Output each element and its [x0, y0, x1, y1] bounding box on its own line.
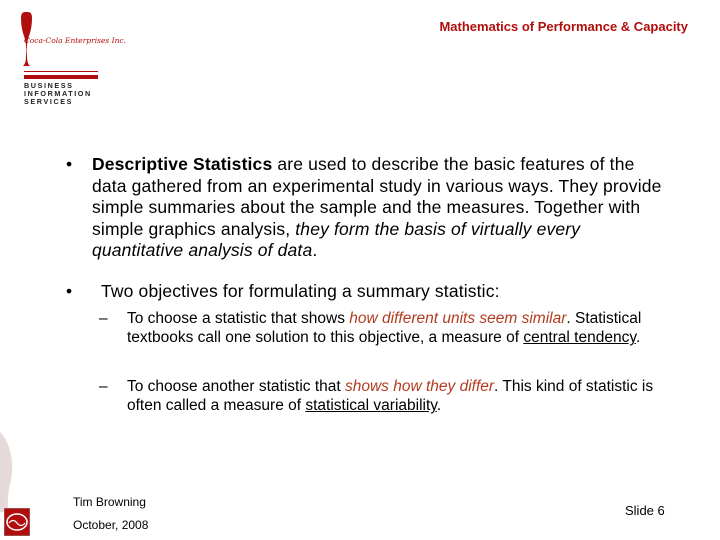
logo-words [24, 82, 104, 107]
bullet-marker: • [66, 154, 73, 174]
subbullet-marker: – [99, 310, 108, 327]
decorative-bottle-icon [0, 432, 22, 512]
footer-author: Tim Browning [73, 495, 146, 509]
bullet-text: are used to describe the basic features of the data gathered from an experimental study in various ways. They provide simple summaries about the sample and the measures. Together with simple graphics analysis, [92, 154, 662, 239]
subbullet-marker: – [99, 378, 108, 395]
logo-script-text: Coca-Cola Enterprises Inc. [24, 36, 126, 45]
statistical-variability-link[interactable]: statistical variability [305, 397, 437, 415]
subbullet-text: To choose a statistic that shows [127, 310, 350, 327]
subbullet-end: . [635, 329, 641, 347]
bullet-marker: • [66, 281, 73, 301]
logo-word-information: INFORMATION [24, 89, 92, 99]
logo-word-business: BUSINESS [24, 81, 74, 90]
bullet-descriptive-statistics [92, 154, 667, 262]
subbullet-text: . Statistical textbooks call one solution to this objective, a measure of [127, 310, 642, 347]
subbullet-variability [127, 377, 667, 415]
bullet-bold-lead: Descriptive Statistics [92, 154, 273, 174]
footer-date: October, 2008 [73, 518, 149, 532]
subbullet-similarity [127, 309, 647, 347]
logo-word-services: SERVICES [24, 97, 74, 107]
subbullet-end: . [436, 397, 442, 415]
bullet-italic-text: they form the basis of virtually every quantitative analysis of data [92, 218, 581, 261]
bullet-end: . [312, 240, 318, 261]
logo-rule [24, 71, 98, 72]
central-tendency-link[interactable]: central tendency [523, 329, 636, 347]
coca-cola-badge-icon [4, 508, 30, 536]
bullet-two-objectives: Two objectives for formulating a summary statistic: [101, 281, 500, 301]
slide-header-title: Mathematics of Performance & Capacity [439, 19, 688, 34]
company-logo [10, 8, 126, 108]
slide-number: Slide 6 [625, 503, 665, 518]
logo-bar [24, 75, 98, 79]
subbullet-text: . This kind of statistic is often called a measure of [127, 378, 654, 415]
subbullet-text: To choose another statistic that [127, 378, 345, 395]
subbullet-emphasis: how different units seem similar [349, 310, 567, 327]
subbullet-emphasis: shows how they differ [344, 378, 495, 395]
